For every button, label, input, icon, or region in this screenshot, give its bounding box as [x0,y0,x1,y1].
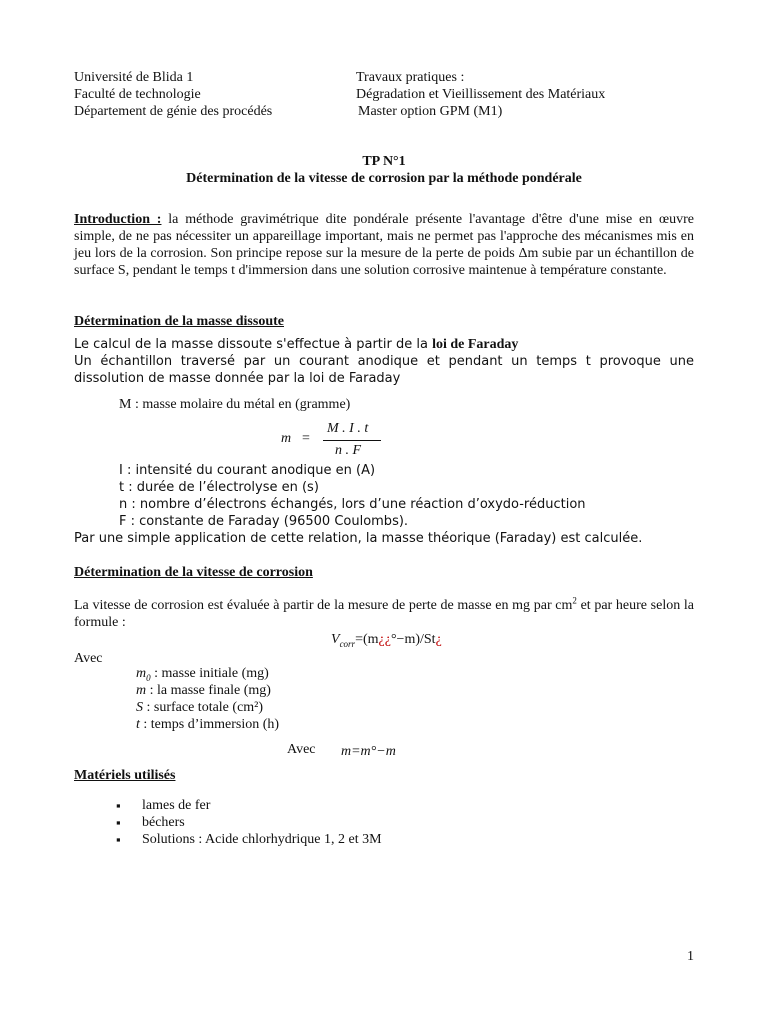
rate-text-post: et par heure selon la formule : [74,598,694,630]
formula-numerator: M . I . t [327,421,369,436]
vcorr-rhs-c: °−m)/St [390,632,436,647]
def-n: n : nombre d’électrons échangés, lors d’une réaction d’oxydo-réduction [119,497,586,512]
def-S-text: : surface totale (cm²) [143,700,264,715]
def-m0-text: : masse initiale (mg) [150,666,269,681]
def-m0 [136,665,269,682]
def-time-sym: t [136,717,140,732]
intro-paragraph [74,211,694,279]
vcorr-formula [331,631,442,648]
list-item: ▪ lames de fer [116,797,382,814]
rate-text [74,597,694,631]
page-title: Détermination de la vitesse de corrosion par la méthode pondérale [186,171,582,186]
fraction-bar [323,440,381,441]
materials-heading: Matériels utilisés [74,768,176,783]
formula-denominator: n . F [335,443,362,458]
avec-label-2: Avec [287,742,316,757]
def-M: M : masse molaire du métal en (gramme) [119,397,351,412]
faraday-law: loi de Faraday [432,337,519,352]
header-right-2: Dégradation et Vieillissement des Matériaux [356,87,606,102]
vcorr-rhs-a: =(m [355,632,379,647]
page-number: 1 [687,949,694,964]
def-S-sym: S [136,700,143,715]
def-F: F : constante de Faraday (96500 Coulombs). [119,514,409,529]
mass-loss-formula: m=m°−m [341,744,396,759]
vcorr-rhs-b: ¿¿ [378,632,391,647]
list-item: ▪ Solutions : Acide chlorhydrique 1, 2 et 3M [116,831,382,848]
rate-text-pre: La vitesse de corrosion est évaluée à partir de la mesure de perte de masse en mg par cm [74,598,573,613]
intro-label: Introduction : [74,212,162,227]
def-time [136,716,279,733]
vcorr-sub: corr [339,638,356,649]
def-m [136,682,271,699]
header-left-1: Université de Blida 1 [74,70,194,85]
mass-conclusion: Par une simple application de cette relation, la masse théorique (Faraday) est calculée. [74,531,643,546]
def-m-sym: m [136,683,147,698]
header-left-3: Département de génie des procédés [74,104,273,119]
def-time-text: : temps d’immersion (h) [139,717,280,732]
formula-eq: = [302,431,310,446]
header-left-2: Faculté de technologie [74,87,201,102]
def-m0-sub: 0 [146,672,151,683]
def-t: t : durée de l’électrolyse en (s) [119,480,319,495]
avec-label: Avec [74,651,103,666]
intro-text: la méthode gravimétrique dite pondérale présente l'avantage d'être d'une mise en œuvre simple, de ne pas nécessiter un appareillage important, mais ne permet pas l'approche des mécanismes mis en jeu lors de la corrosion. Son principe repose sur la mesure de la perte de poids Δm subie par un échantillon de surface S, pendant le temps t d'immersion dans une solution corrosive maintenue à température constante. [74,212,695,278]
def-m-text: : la masse finale (mg) [146,683,271,698]
vcorr-symbol: V [331,632,340,647]
vcorr-rhs-d: ¿ [435,632,442,647]
def-I: I : intensité du courant anodique en (A) [119,463,376,478]
def-S [136,699,263,716]
header-right-1: Travaux pratiques : [356,70,465,85]
header-right-3: Master option GPM (M1) [358,104,503,119]
rate-text-sup: 2 [572,595,577,606]
mass-heading: Détermination de la masse dissoute [74,314,284,329]
formula-lhs: m [281,431,292,446]
rate-heading: Détermination de la vitesse de corrosion [74,565,313,580]
mass-line1-text: Le calcul de la masse dissoute s'effectue à partir de la [74,337,433,352]
def-m0-sym: m [136,666,147,681]
tp-number: TP N°1 [362,154,406,169]
materials-list [116,797,382,848]
mass-line1 [74,336,518,353]
list-item: ▪ béchers [116,814,382,831]
mass-line2: Un échantillon traversé par un courant anodique et pendant un temps t provoque une dissolution de masse donnée par la loi de Faraday [74,354,694,386]
